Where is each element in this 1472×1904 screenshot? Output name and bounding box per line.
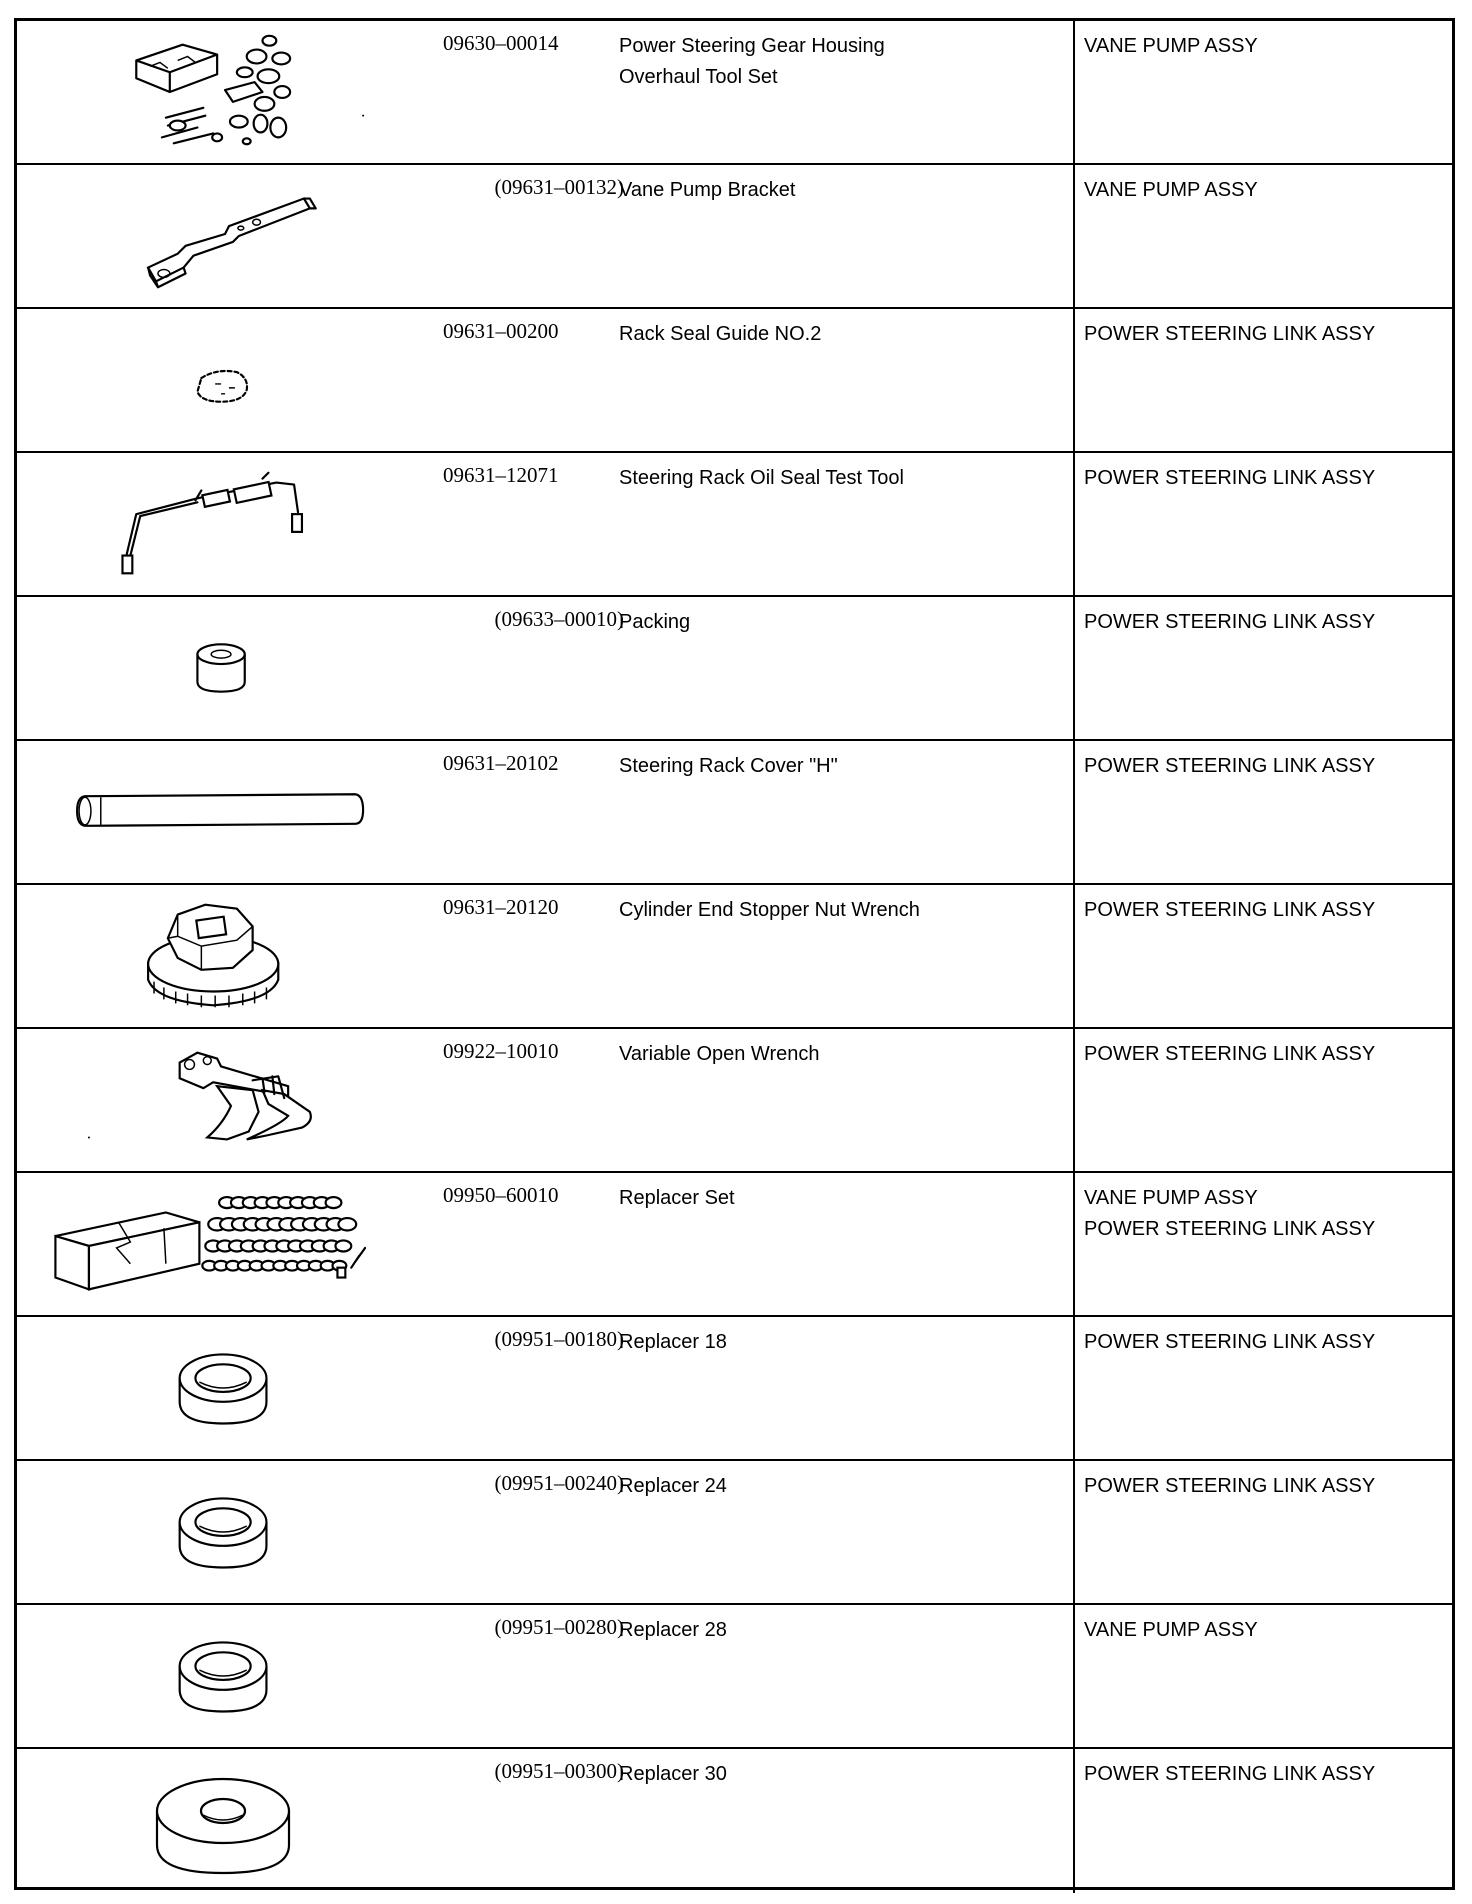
tool-illustration	[17, 1605, 437, 1747]
use-section: VANE PUMP ASSY	[1084, 179, 1258, 201]
use-section-cell	[1073, 1461, 1455, 1603]
tool-illustration	[17, 1461, 437, 1603]
replacer-ring-illustration	[17, 1461, 437, 1603]
part-name: Variable Open Wrench	[619, 1043, 820, 1065]
vane-pump-bracket-illustration	[17, 165, 437, 307]
replacer-ring-illustration	[17, 1317, 437, 1459]
oil-seal-test-tool-illustration	[17, 453, 437, 595]
part-number: 09922–10010	[443, 1039, 559, 1063]
use-section: VANE PUMP ASSY	[1084, 1619, 1258, 1641]
part-number: (09951–00240)	[494, 1471, 624, 1495]
use-section-cell	[1073, 1749, 1455, 1893]
tool-illustration	[17, 453, 437, 595]
part-name: Power Steering Gear Housing Overhaul Tool Set	[619, 35, 885, 88]
use-section-cell	[1073, 453, 1455, 595]
tool-row	[17, 1173, 1452, 1317]
part-number: (09951–00300)	[494, 1759, 624, 1783]
part-name: Steering Rack Cover "H"	[619, 755, 838, 777]
replacer-ring-illustration	[17, 1605, 437, 1747]
part-number: 09631–20102	[443, 751, 559, 775]
part-number: 09631–20120	[443, 895, 559, 919]
part-name: Packing	[619, 611, 691, 633]
part-number: 09630–00014	[443, 31, 559, 55]
tool-row	[17, 885, 1452, 1029]
tool-illustration	[17, 885, 437, 1027]
part-name: Replacer 24	[619, 1475, 727, 1497]
use-section-cell	[1073, 309, 1455, 451]
stopper-nut-wrench-illustration	[17, 885, 437, 1027]
tool-illustration	[17, 1029, 437, 1171]
part-name: Rack Seal Guide NO.2	[619, 323, 822, 345]
use-section: VANE PUMP ASSY	[1084, 1187, 1258, 1209]
replacer-set-illustration	[17, 1173, 437, 1315]
part-name: Steering Rack Oil Seal Test Tool	[619, 467, 904, 489]
part-number: 09950–60010	[443, 1183, 559, 1207]
use-section: VANE PUMP ASSY	[1084, 35, 1258, 57]
use-section-cell	[1073, 885, 1455, 1027]
use-section: POWER STEERING LINK ASSY	[1084, 899, 1376, 921]
tool-illustration	[17, 21, 437, 163]
part-name: Replacer 18	[619, 1331, 727, 1353]
tool-row	[17, 1461, 1452, 1605]
tool-illustration	[17, 1749, 437, 1893]
tool-row	[17, 165, 1452, 309]
part-name: Replacer 30	[619, 1763, 727, 1785]
use-section: POWER STEERING LINK ASSY	[1084, 1043, 1376, 1065]
part-number: 09631–00200	[443, 319, 559, 343]
use-section-cell	[1073, 21, 1455, 163]
use-section: POWER STEERING LINK ASSY	[1084, 323, 1376, 345]
tool-row	[17, 1317, 1452, 1461]
use-section-cell	[1073, 1029, 1455, 1171]
use-section-cell	[1073, 1173, 1455, 1315]
part-number: (09951–00280)	[494, 1615, 624, 1639]
use-section-cell	[1073, 165, 1455, 307]
part-name: Replacer 28	[619, 1619, 727, 1641]
tool-row	[17, 1029, 1452, 1173]
tool-row	[17, 453, 1452, 597]
use-section: POWER STEERING LINK ASSY	[1084, 1218, 1376, 1240]
tool-illustration	[17, 597, 437, 739]
use-section: POWER STEERING LINK ASSY	[1084, 1331, 1376, 1353]
tool-row	[17, 21, 1452, 165]
packing-illustration	[17, 597, 437, 739]
use-section-cell	[1073, 597, 1455, 739]
use-section-cell	[1073, 741, 1455, 883]
tool-illustration	[17, 1317, 437, 1459]
tool-row	[17, 1749, 1452, 1893]
use-section-cell	[1073, 1605, 1455, 1747]
part-name: Cylinder End Stopper Nut Wrench	[619, 899, 920, 921]
use-section: POWER STEERING LINK ASSY	[1084, 1475, 1376, 1497]
part-name: Vane Pump Bracket	[619, 179, 796, 201]
tool-illustration	[17, 741, 437, 883]
replacer-ring-large-illustration	[17, 1749, 437, 1893]
use-section: POWER STEERING LINK ASSY	[1084, 755, 1376, 777]
special-service-tools-table	[14, 18, 1455, 1890]
rack-seal-guide-illustration	[17, 309, 437, 451]
use-section: POWER STEERING LINK ASSY	[1084, 1763, 1376, 1785]
tool-illustration	[17, 165, 437, 307]
tool-illustration	[17, 1173, 437, 1315]
tool-row	[17, 309, 1452, 453]
tool-row	[17, 1605, 1452, 1749]
tool-row	[17, 597, 1452, 741]
part-name: Replacer Set	[619, 1187, 735, 1209]
use-section: POWER STEERING LINK ASSY	[1084, 467, 1376, 489]
tool-set-box-illustration	[17, 21, 437, 163]
part-number: (09951–00180)	[494, 1327, 624, 1351]
steering-rack-cover-illustration	[17, 741, 437, 883]
variable-open-wrench-illustration	[17, 1029, 437, 1171]
use-section: POWER STEERING LINK ASSY	[1084, 611, 1376, 633]
tool-row	[17, 741, 1452, 885]
use-section-cell	[1073, 1317, 1455, 1459]
part-number: (09631–00132)	[494, 175, 624, 199]
part-number: 09631–12071	[443, 463, 559, 487]
tool-illustration	[17, 309, 437, 451]
part-number: (09633–00010)	[494, 607, 624, 631]
